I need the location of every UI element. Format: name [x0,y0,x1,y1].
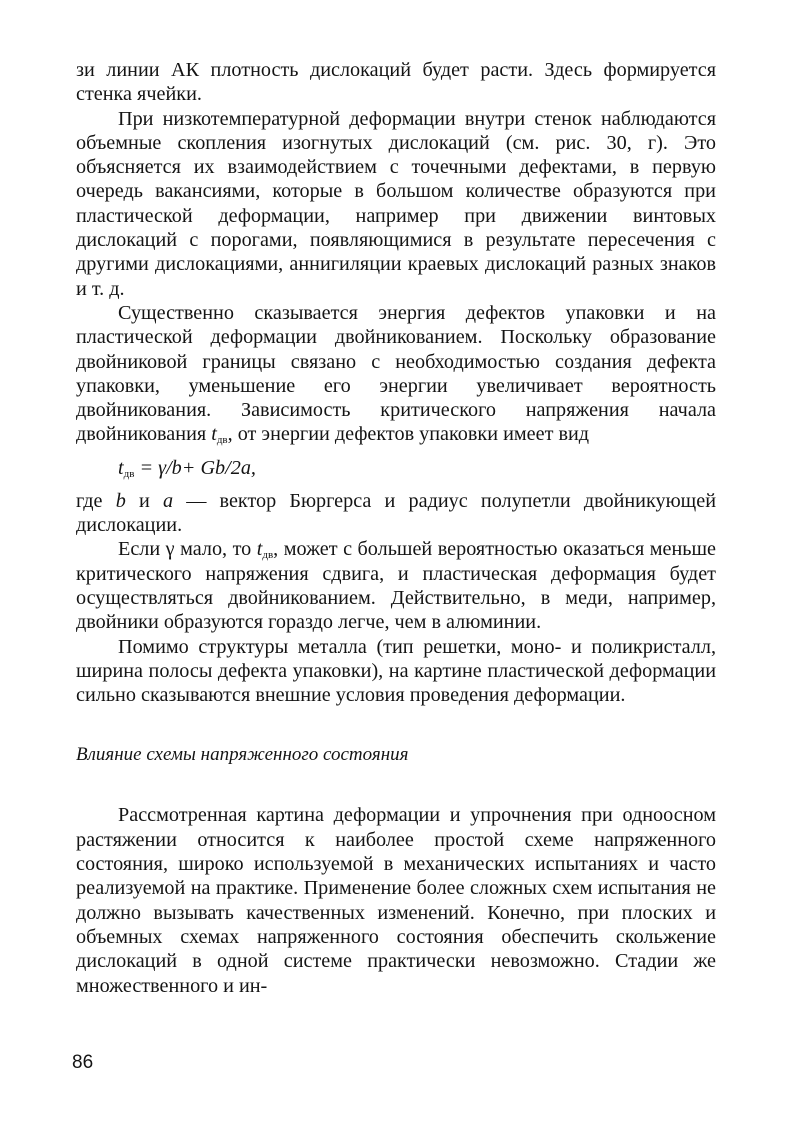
paragraph-small-gamma [76,537,716,634]
paragraph-external-conditions: Помимо структуры металла (тип решетки, моно- и поликристалл, ширина полосы дефекта упаковки), на картине пластической деформации сильно сказываются внешние условия проведения деформации. [76,635,716,707]
paragraph-stacking-fault-energy [76,301,716,447]
paragraph-low-temperature-deformation: При низкотемпературной деформации внутри стенок наблюдаются объемные скопления изогнутых дислокаций (см. рис. 30, г). Это объясняется их взаимодействием с точечными дефектами, в первую очередь вакансиями, которые в большом количестве образуются при пластической деформации, например при движении винтовых дислокаций с порогами, появляющимися в результате пересечения с другими дислокациями, аннигиляции краевых дислокаций разных знаков и т. д. [76,107,716,300]
paragraph-text: и [125,489,163,512]
paragraph-text: где [76,489,116,512]
paragraph-text: Если γ мало, то [118,538,257,561]
page-number: 86 [72,1052,94,1073]
variable-t: t [256,538,263,561]
page-content [76,58,716,998]
subscript-dv: дв [262,549,274,562]
section-title: Влияние схемы напряженного состояния [76,744,409,766]
variable-t: t [211,423,217,446]
twinning-stress-formula [118,455,716,481]
formula-lhs-subscript: дв [123,467,135,480]
paragraph-text: — вектор Бюргерса и радиус полупетли двойникующей дислокации. [76,489,716,537]
paragraph-formula-explanation [76,489,716,538]
variable-b: b [115,489,126,512]
paragraph-continuation: зи линии АК плотность дислокаций будет расти. Здесь формируется стенка ячейки. [76,59,716,106]
paragraph-text: , может с большей вероятностью оказаться меньше критического напряжения сдвига, и пластическая деформация будет осуществляться двойникованием. Действительно, в меди, например, двойники образуются гораздо легче, чем в алюминии. [76,538,716,634]
paragraph-text: , от энергии дефектов упаковки имеет вид [227,423,590,446]
formula-rhs: = γ/b+ Gb/2a, [134,456,256,479]
subscript-dv: дв [216,434,228,447]
formula-lhs: t [118,456,124,479]
paragraph-text: Существенно сказывается энергия дефектов упаковки и на пластической деформации двойникованием. Поскольку образование двойниковой границы связано с необходимостью создания дефекта упаковки, уменьшение его энергии увеличивает вероятность двойникования. Зависимость критического напряжения начала двойникования [76,301,716,446]
paragraph-uniaxial-tension: Рассмотренная картина деформации и упрочнения при одноосном растяжении относится к наиболее простой схеме напряженного состояния, широко используемой в механических испытаниях и часто реализуемой на практике. Применение более сложных схем испытания не должно вызывать качественных изменений. Конечно, при плоских и объемных схемах напряженного состояния обеспечить скольжение дислокаций в одной системе практически невозможно. Стадии же множественного и ин- [76,804,716,997]
variable-a: a [162,489,174,512]
